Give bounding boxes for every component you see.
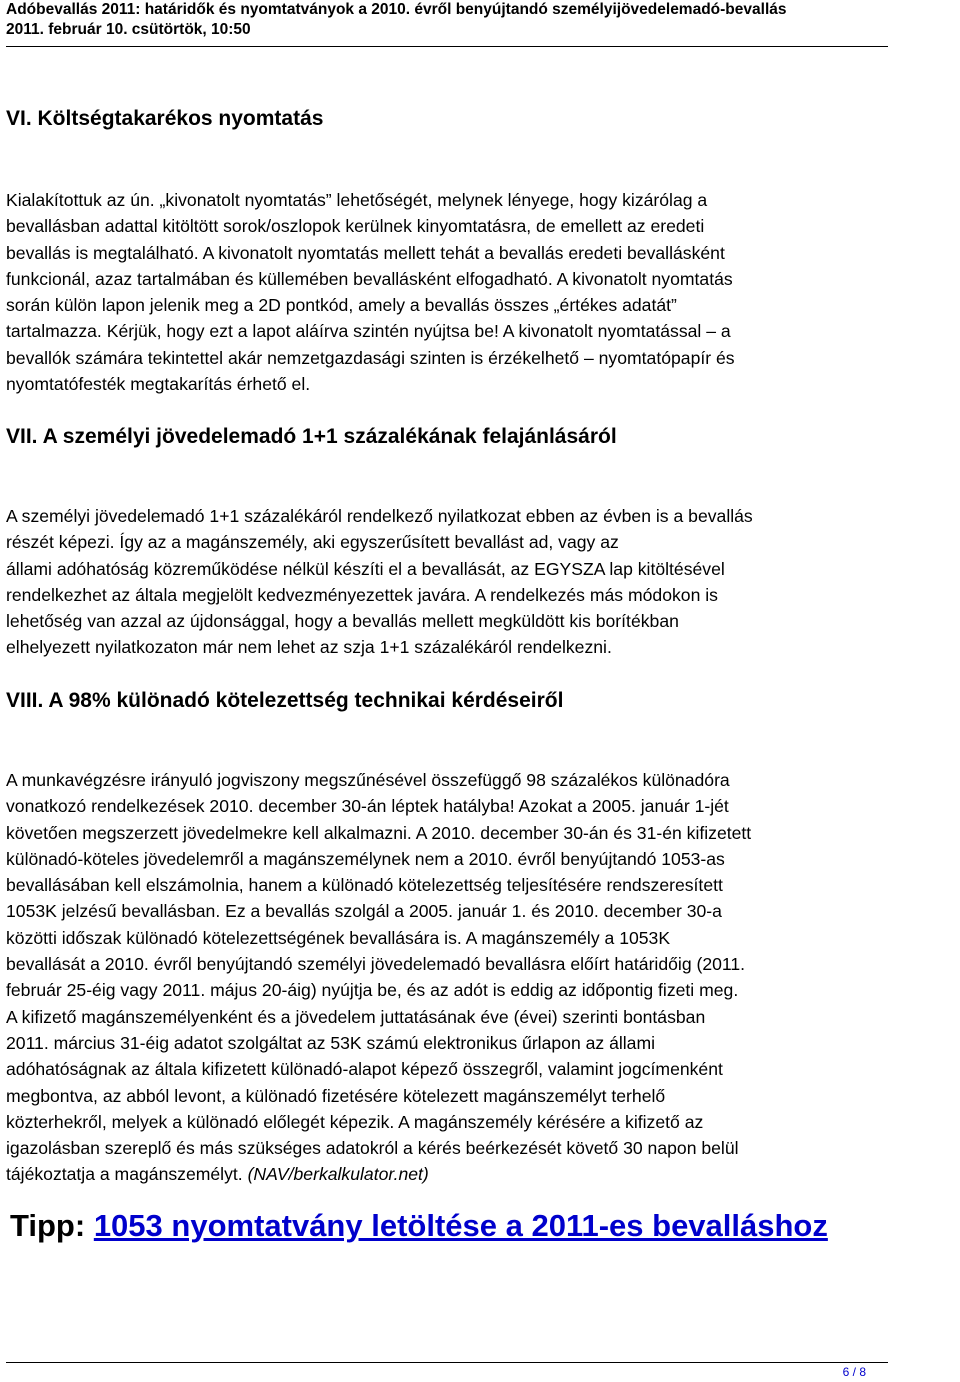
paragraph-line: rendelkezhet az általa megjelölt kedvezményezettek javára. A rendelkezés más módokon is — [6, 584, 718, 605]
paragraph-line: 1053K jelzésű bevallásban. Ez a bevallás szolgál a 2005. január 1. és 2010. december 30-a — [6, 901, 722, 922]
tip-label: Tipp: — [10, 1208, 86, 1243]
tip-box — [10, 1206, 828, 1246]
paragraph-line: különadó-köteles jövedelemről a magánszemélynek nem a 2010. évről benyújtandó 1053-as — [6, 848, 725, 869]
paragraph-line: A kifizető magánszemélyenként és a jövedelem juttatásának éve (évei) szerinti bontásban — [6, 1006, 706, 1027]
paragraph-line: részét képezi. Így az a magánszemély, aki egyszerűsített bevallást ad, vagy az — [6, 532, 619, 553]
footer-divider — [6, 1362, 888, 1363]
paragraph-line: tartalmazza. Kérjük, hogy ezt a lapot aláírva szintén nyújtsa be! A kivonatolt nyomtatással – a — [6, 321, 731, 342]
section-vi-paragraph — [6, 187, 896, 397]
paragraph-line: bevallását a 2010. évről benyújtandó személyi jövedelemadó bevallásra előírt határidőig (2011. — [6, 954, 746, 975]
header-title: Adóbevallás 2011: határidők és nyomtatványok a 2010. évről benyújtandó személyijövedelemadó-bevallás — [6, 1, 787, 18]
paragraph-line: közötti időszak különadó kötelezettségének bevallására is. A magánszemély a 1053K — [6, 927, 671, 948]
paragraph-line: igazolásban szereplő és más szükséges adatokról a kérés beérkezését követő 30 napon belül — [6, 1138, 739, 1159]
paragraph-line: február 25-éig vagy 2011. május 20-áig) nyújtja be, és az adót is eddig az időpontig fizeti meg. — [6, 980, 739, 1001]
paragraph-line: közterhekről, melyek a különadó előlegét képezik. A magánszemély kérésére a kifizető az — [6, 1111, 704, 1132]
paragraph-line: vonatkozó rendelkezések 2010. december 30-án léptek hatályba! Azokat a 2005. január 1-jét — [6, 796, 729, 817]
paragraph-line: lehetőség van azzal az újdonsággal, hogy a bevallás mellett megküldött kis borítékban — [6, 611, 679, 632]
paragraph-line: elhelyezett nyilatkozaton már nem lehet az szja 1+1 százalékáról rendelkezni. — [6, 637, 612, 658]
page-number: 6 / 8 — [842, 1365, 866, 1379]
header-divider — [6, 46, 888, 47]
source-citation: (NAV/berkalkulator.net) — [247, 1164, 429, 1185]
paragraph-line: bevallók számára tekintettel akár nemzetgazdasági szinten is érzékelhető – nyomtatópapír és — [6, 347, 735, 368]
paragraph-last-line — [6, 1161, 896, 1187]
page-header — [6, 0, 960, 40]
paragraph-line: funkcionál, azaz tartalmában és küllemében bevallásként elfogadható. A kivonatolt nyomtatás — [6, 268, 733, 289]
download-1053-link[interactable]: 1053 nyomtatvány letöltése a 2011-es bevalláshoz — [93, 1208, 828, 1243]
paragraph-line: bevallásban adattal kitöltött sorok/oszlopok kerülnek kinyomtatásra, de emellett az eredeti — [6, 216, 705, 237]
paragraph-line: nyomtatófesték megtakarítás érhető el. — [6, 374, 311, 395]
paragraph-line: Kialakítottuk az ún. „kivonatolt nyomtatás” lehetőségét, melynek lényege, hogy kizárólag a — [6, 190, 708, 210]
last-line-text: tájékoztatja a magánszemélyt. — [6, 1164, 243, 1185]
section-vii-paragraph — [6, 503, 896, 661]
paragraph-line: megbontva, az abból levont, a különadó fizetésére kötelezett magánszemélyt terhelő — [6, 1085, 666, 1106]
paragraph-line: 2011. március 31-éig adatot szolgáltat az 53K számú elektronikus űrlapon az állami — [6, 1032, 656, 1053]
paragraph-line: során külön lapon jelenik meg a 2D pontkód, amely a bevallás összes „értékes adatát” — [6, 295, 677, 316]
paragraph-line: bevallásában kell elszámolnia, hanem a különadó kötelezettség teljesítésére rendszeresített — [6, 875, 723, 896]
section-heading-vi: VI. Költségtakarékos nyomtatás — [6, 107, 324, 130]
header-date: 2011. február 10. csütörtök, 10:50 — [6, 21, 251, 38]
paragraph-line: állami adóhatóság közreműködése nélkül készíti el a bevallását, az EGYSZA lap kitöltésével — [6, 558, 725, 579]
section-heading-vii: VII. A személyi jövedelemadó 1+1 százalékának felajánlásáról — [6, 425, 617, 448]
paragraph-line: bevallás is megtalálható. A kivonatolt nyomtatás mellett tehát a bevallás eredeti bevallásként — [6, 242, 725, 263]
paragraph-line: adóhatóságnak az általa kifizetett különadó-alapot képező összegről, valamint jogcímenként — [6, 1059, 723, 1080]
section-heading-viii: VIII. A 98% különadó kötelezettség technikai kérdéseiről — [6, 689, 564, 712]
paragraph-line: A munkavégzésre irányuló jogviszony megszűnésével összefüggő 98 százalékos különadóra — [6, 770, 730, 790]
paragraph-line: A személyi jövedelemadó 1+1 százalékáról rendelkező nyilatkozat ebben az évben is a bevallás — [6, 506, 753, 526]
paragraph-line: követően megszerzett jövedelmekre kell alkalmazni. A 2010. december 30-án és 31-én kifizetett — [6, 822, 752, 843]
section-viii-paragraph — [6, 767, 896, 1188]
